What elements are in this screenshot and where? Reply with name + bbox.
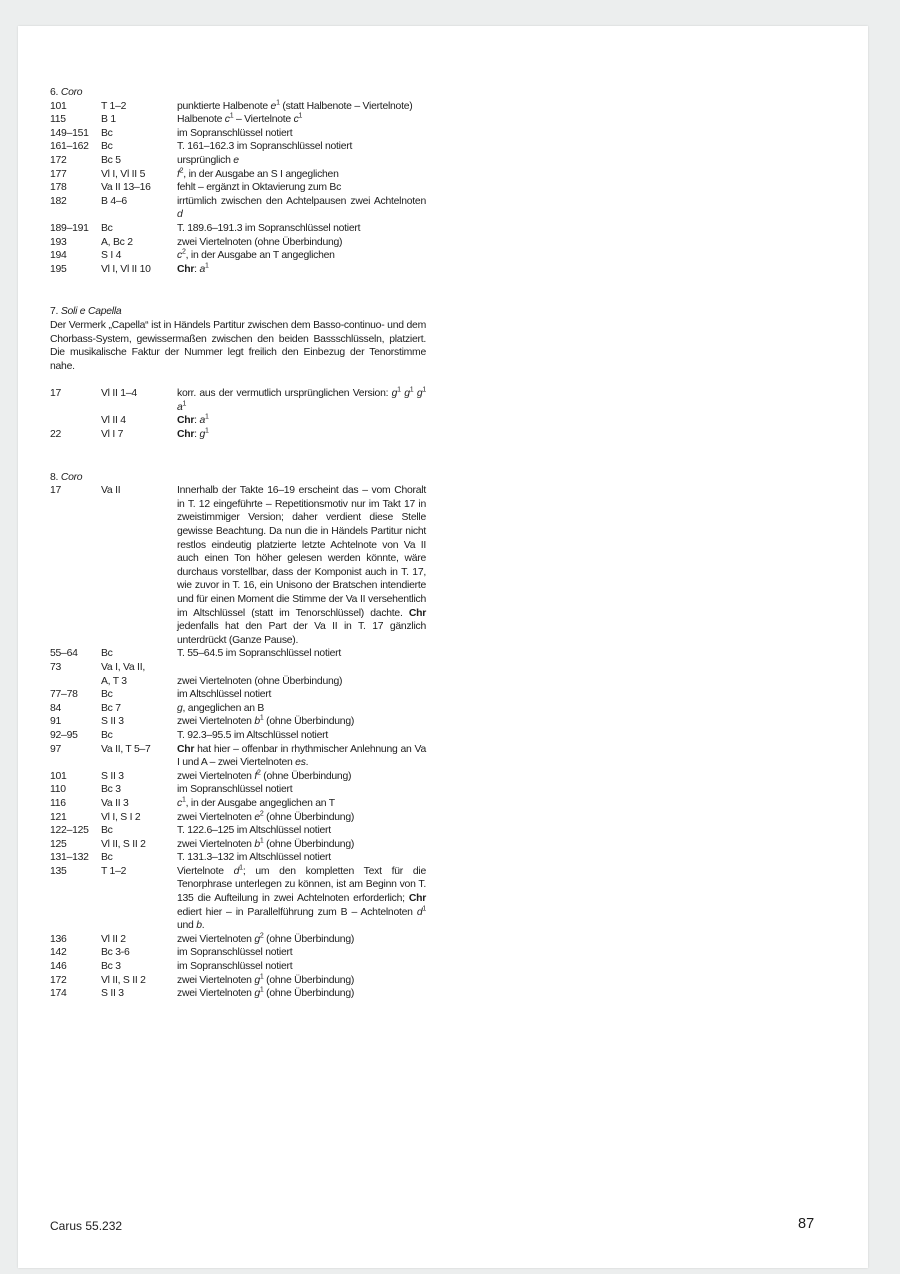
report-row [50, 222, 426, 236]
voice-part: Vl II 2 [101, 933, 126, 945]
bar-number: 116 [50, 797, 66, 809]
voice-part: Bc [101, 648, 113, 660]
section-6-coro [50, 86, 426, 276]
bar-number: 172 [50, 154, 67, 166]
bar-number: 149–151 [50, 127, 89, 139]
voice-part: T 1–2 [101, 865, 127, 877]
report-row [50, 661, 426, 675]
report-row [50, 181, 426, 195]
bar-number: 110 [50, 784, 66, 796]
voice-part: Bc [101, 127, 113, 139]
report-note: fehlt – ergänzt in Oktavierung zum Bc [177, 182, 342, 194]
section-8-coro [50, 471, 426, 1001]
section-number: 7. [50, 306, 59, 318]
report-row [50, 811, 426, 825]
bar-number: 17 [50, 388, 62, 400]
bar-number: 121 [50, 811, 67, 823]
bar-number: 84 [50, 702, 62, 714]
voice-part: S II 3 [101, 988, 124, 1000]
bar-number: 131–132 [50, 852, 89, 864]
report-row [50, 195, 426, 222]
report-note: T. 122.6–125 im Altschlüssel notiert [177, 825, 331, 837]
voice-part: T 1–2 [101, 100, 127, 112]
voice-part: Bc 3-6 [101, 947, 130, 959]
voice-part: Va II [101, 485, 121, 497]
section-title [50, 305, 426, 319]
voice-part: Bc 3 [101, 784, 121, 796]
bar-number: 17 [50, 485, 62, 497]
report-row [50, 824, 426, 838]
critical-report [50, 86, 426, 1030]
report-row [50, 484, 426, 647]
report-row [50, 960, 426, 974]
bar-number: 73 [50, 661, 62, 673]
voice-part: Vl II, S II 2 [101, 838, 146, 850]
voice-part: Va II 3 [101, 797, 129, 809]
bar-number: 161–162 [50, 141, 89, 153]
report-row [50, 946, 426, 960]
section-number: 6. [50, 87, 59, 98]
bar-number: 101 [50, 100, 67, 112]
voice-part: Vl II 1–4 [101, 388, 137, 400]
voice-part: Vl I, Vl II 10 [101, 263, 151, 275]
report-note: T. 161–162.3 im Sopranschlüssel notiert [177, 141, 353, 153]
report-row [50, 236, 426, 250]
report-row [50, 428, 426, 442]
report-note: Viertelnote $d^1$; um den kompletten Text für die Tenorphrase unterlegen zu können, ist am Beginn von T. 135 die Aufteilung in zwei Achtelnoten erforderlich; Chr ediert hier – in Parallelführung zum B – Achtelnoten $d^1$ und b. [177, 864, 427, 932]
voice-part: Va II, T 5–7 [101, 743, 151, 755]
report-note: zwei Viertelnoten $g^1$ (ohne Überbindung) [177, 973, 355, 986]
bar-number: 91 [50, 716, 62, 728]
document-page [18, 26, 868, 1268]
report-note: Innerhalb der Takte 16–19 erscheint das – vom Choralt in T. 12 eingeführte – Repetitionsmotiv nur im Takt 17 in zweistimmiger Version; daher verdient diese Stelle gewisse Beachtung. Da nun die in Händels Partitur nicht restlos eindeutig platzierte letzte Achtelnote von Va II auch einen Ton höher gelesen werden könnte, wäre durchaus vorstellbar, dass der Komponist auch in T. 17, wie zuvor in T. 16, ein Unisono der Bratschen intendierte und für einen Moment die Stimme der Va II versehentlich im Altschlüssel (statt im Tenorschlüssel) dachte. Chr jedenfalls hat den Part der Va II in T. 17 gänzlich unterdrückt (Ganze Pause). [177, 485, 426, 646]
report-note: T. 92.3–95.5 im Altschlüssel notiert [177, 729, 328, 741]
report-note: zwei Viertelnoten $g^1$ (ohne Überbindung) [177, 986, 355, 1000]
report-row [50, 675, 426, 689]
voice-part: B 4–6 [101, 195, 127, 207]
report-note: zwei Viertelnoten $b^1$ (ohne Überbindung) [177, 837, 355, 850]
voice-part: Bc 3 [101, 961, 121, 973]
bar-number: 77–78 [50, 689, 78, 701]
report-note: zwei Viertelnoten $b^1$ (ohne Überbindung) [177, 714, 355, 728]
report-note: Halbenote $c^1$ – Viertelnote $c^1$ [177, 112, 303, 126]
report-note: $c^2$, in der Ausgabe an T angeglichen [177, 248, 335, 262]
report-note: $c^1$, in der Ausgabe angeglichen an T [177, 796, 335, 809]
voice-part: Bc [101, 689, 113, 701]
report-row [50, 729, 426, 743]
report-note: zwei Viertelnoten $f^2$ (ohne Überbindung) [177, 769, 352, 782]
report-note: punktierte Halbenote $e^1$ (statt Halbenote – Viertelnote) [177, 99, 413, 112]
voice-part: A, Bc 2 [101, 236, 133, 248]
bar-number: 115 [50, 114, 66, 126]
report-row [50, 702, 426, 716]
report-row [50, 987, 426, 1001]
report-note: $f^2$, in der Ausgabe an S I angeglichen [177, 167, 339, 180]
report-note: im Altschlüssel notiert [177, 689, 272, 701]
report-note: T. 189.6–191.3 im Sopranschlüssel notiert [177, 222, 361, 234]
report-note: im Sopranschlüssel notiert [177, 947, 293, 959]
bar-number: 125 [50, 838, 67, 850]
report-row [50, 263, 426, 277]
report-row [50, 414, 426, 428]
report-note: im Sopranschlüssel notiert [177, 127, 293, 139]
report-note: zwei Viertelnoten $g^2$ (ohne Überbindung) [177, 932, 355, 945]
voice-part: A, T 3 [101, 675, 127, 687]
report-row [50, 387, 426, 414]
section-name: Coro [60, 87, 83, 98]
report-row [50, 113, 426, 127]
voice-part: Va I, Va II, [101, 661, 145, 673]
report-note: zwei Viertelnoten $e^2$ (ohne Überbindung) [177, 810, 355, 823]
report-row [50, 168, 426, 182]
bar-number: 178 [50, 182, 67, 194]
bar-number: 189–191 [50, 222, 89, 234]
report-row [50, 865, 426, 933]
report-row [50, 851, 426, 865]
voice-part: Vl I 7 [101, 429, 124, 441]
bar-number: 174 [50, 988, 67, 1000]
voice-part: Bc [101, 729, 113, 741]
report-row [50, 797, 426, 811]
voice-part: Vl II, S II 2 [101, 974, 146, 986]
bar-number: 195 [50, 263, 67, 275]
voice-part: Va II 13–16 [101, 182, 151, 194]
bar-number: 172 [50, 974, 67, 986]
report-note: im Sopranschlüssel notiert [177, 961, 293, 973]
report-note: irrtümlich zwischen den Achtelpausen zwei Achtelnoten d [177, 195, 426, 221]
voice-part: Vl I, Vl II 5 [101, 168, 146, 180]
section-name: Coro [60, 471, 83, 483]
report-rows [50, 387, 426, 441]
section-title [50, 471, 426, 485]
voice-part: Bc [101, 825, 113, 837]
bar-number: 55–64 [50, 648, 78, 660]
voice-part: Bc [101, 141, 113, 153]
voice-part: Vl I, S I 2 [101, 811, 141, 823]
report-row [50, 838, 426, 852]
report-note: g, angeglichen an B [177, 702, 265, 714]
section-number: 8. [50, 471, 59, 483]
voice-part: S II 3 [101, 770, 124, 782]
page-number: 87 [798, 1216, 815, 1232]
report-note: ursprünglich e [177, 154, 239, 166]
voice-part: Bc [101, 222, 113, 234]
bar-number: 135 [50, 865, 67, 877]
bar-number: 142 [50, 947, 67, 959]
section-name: Soli e Capella [60, 306, 122, 318]
section-title [50, 86, 426, 100]
voice-part: S I 4 [101, 250, 122, 262]
report-note: Chr: $a^1$ [177, 262, 209, 275]
report-note: Chr: $a^1$ [177, 414, 209, 427]
voice-part: Vl II 4 [101, 415, 126, 427]
bar-number: 92–95 [50, 729, 78, 741]
report-row [50, 974, 426, 988]
report-note: T. 131.3–132 im Altschlüssel notiert [177, 852, 331, 864]
section-7-soli-e-capella [50, 305, 426, 441]
report-row [50, 154, 426, 168]
bar-number: 146 [50, 961, 67, 973]
voice-part: Bc 5 [101, 154, 121, 166]
voice-part: Bc [101, 852, 113, 864]
voice-part: B 1 [101, 114, 116, 126]
bar-number: 177 [50, 168, 67, 180]
publisher-footer: Carus 55.232 [50, 1219, 123, 1233]
section-paragraph: Der Vermerk „Capella“ ist in Händels Partitur zwischen dem Basso-continuo- und dem Chorbass-System, gewissermaßen zwischen den beiden Bassschlüsseln, platziert. Die musikalische Faktur der Nummer legt freilich den Einbezug der Tenorstimme nahe. [50, 319, 426, 372]
report-row [50, 647, 426, 661]
report-row [50, 688, 426, 702]
report-row [50, 127, 426, 141]
report-note: Chr hat hier – offenbar in rhythmischer Anlehnung an Va I und A – zwei Viertelnoten es. [177, 743, 426, 769]
report-row [50, 140, 426, 154]
bar-number: 22 [50, 429, 62, 441]
bar-number: 182 [50, 195, 67, 207]
report-row [50, 100, 426, 114]
report-note: zwei Viertelnoten (ohne Überbindung) [177, 236, 343, 248]
bar-number: 101 [50, 770, 67, 782]
report-row [50, 933, 426, 947]
report-row [50, 783, 426, 797]
voice-part: Bc 7 [101, 702, 121, 714]
report-row [50, 715, 426, 729]
bar-number: 194 [50, 250, 67, 262]
bar-number: 122–125 [50, 825, 89, 837]
report-note: zwei Viertelnoten (ohne Überbindung) [177, 675, 343, 687]
report-note: T. 55–64.5 im Sopranschlüssel notiert [177, 648, 342, 660]
bar-number: 136 [50, 933, 67, 945]
report-row [50, 743, 426, 770]
voice-part: S II 3 [101, 716, 124, 728]
report-rows [50, 484, 426, 1001]
report-rows [50, 100, 426, 277]
report-note: korr. aus der vermutlich ursprünglichen Version: $g^1$ $g^1$ $g^1$ $a^1$ [177, 386, 427, 413]
report-row [50, 249, 426, 263]
report-row [50, 770, 426, 784]
bar-number: 97 [50, 743, 62, 755]
bar-number: 193 [50, 236, 67, 248]
report-note: im Sopranschlüssel notiert [177, 784, 293, 796]
report-note: Chr: $g^1$ [177, 427, 209, 441]
